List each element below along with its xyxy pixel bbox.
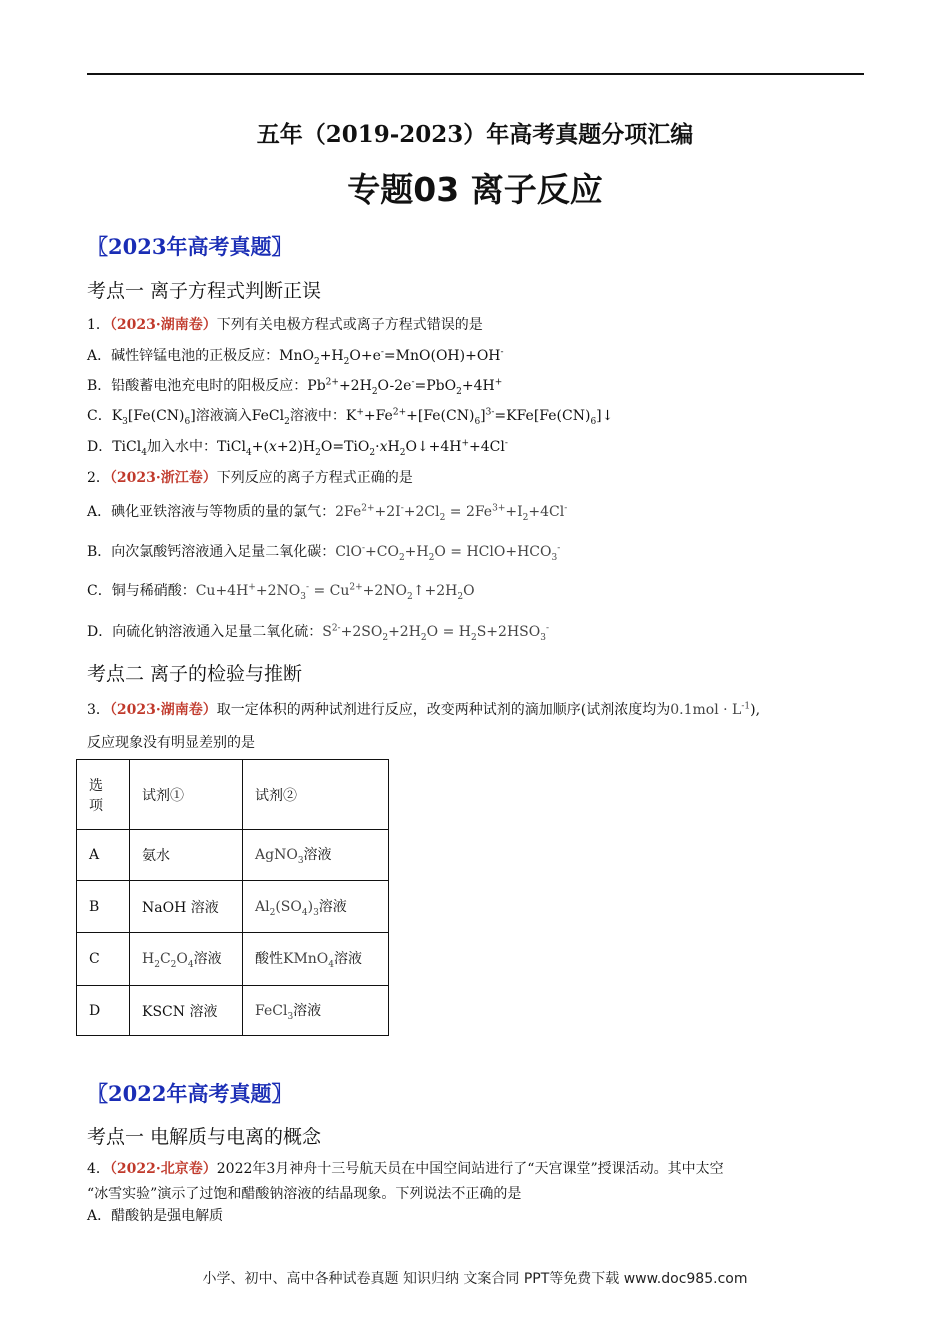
q1-source: （2023·湖南卷） <box>109 317 217 333</box>
section-2023: 〖2023年高考真题〗 <box>87 234 293 259</box>
kaodian-2: 考点二 离子的检验与推断 <box>87 663 303 685</box>
q1-option-c: C．$K_3[Fe(CN)_6]$溶液滴入FeCl$_2$溶液中：$K^++Fe^{2+}+[Fe(CN)_6]^{3-}=KFe[Fe(CN)_6]↓$ <box>87 407 614 427</box>
top-rule <box>87 73 864 75</box>
q2-option-c: C．铜与稀硝酸：$Cu+4H^++2NO_3^-$ = $Cu^{2+}+2NO_2↑+2H_2O$ <box>87 582 475 602</box>
header-option: 选 项 <box>77 760 130 830</box>
q4-stem-line2: “冰雪实验”演示了过饱和醋酸钠溶液的结晶现象。下列说法不正确的是 <box>87 1186 522 1202</box>
table-header-row <box>77 760 389 830</box>
q2-stem: 2．（2023·浙江卷）下列反应的离子方程式正确的是 <box>87 470 413 486</box>
q2-option-b: B．向次氯酸钙溶液通入足量二氧化碳：$ClO^-+CO_2+H_2O$ = $HClO+HCO_3^-$ <box>87 543 561 563</box>
kaodian-3: 考点一 电解质与电离的概念 <box>87 1126 322 1148</box>
q1-option-b: B．铅酸蓄电池充电时的阳极反应：$Pb^{2+}+2H_2O-2e^-=PbO_2+4H^+$ <box>87 377 503 397</box>
header-reagent-2: 试剂② <box>243 760 389 830</box>
q4-source: （2022·北京卷） <box>109 1161 217 1177</box>
reagent-table <box>76 759 389 1036</box>
q3-stem: 3．（2023·湖南卷）取一定体积的两种试剂进行反应，改变两种试剂的滴加顺序(试剂浓度均为$0.1mol \cdot L^{-1}$), <box>87 701 761 718</box>
q1-option-d: D．TiCl$_4$加入水中：$TiCl_4+(x+2)H_2O=TiO_2\cdot xH_2O↓+4H^++4Cl^-$ <box>87 438 508 458</box>
table-row: A 氨水 AgNO$_3$溶液 <box>77 830 389 881</box>
q2-option-a: A．碘化亚铁溶液与等物质的量的氯气：$2Fe^{2+}+2I^-+2Cl_2 = 2Fe^{3+}+I_2+4Cl^-$ <box>87 503 568 523</box>
q2-source: （2023·浙江卷） <box>109 470 217 486</box>
footer-text: 小学、初中、高中各种试卷真题 知识归纳 文案合同 PPT等免费下载 www.doc985.com <box>202 1271 748 1287</box>
table-row: C $H_2C_2O_4$溶液 酸性KMnO$_4$溶液 <box>77 933 389 986</box>
section-2022: 〖2022年高考真题〗 <box>87 1081 293 1106</box>
q1-option-a: A．碱性锌锰电池的正极反应：$MnO_2+H_2O+e^-=MnO(OH)+OH^-$ <box>87 347 504 367</box>
table-row: B NaOH 溶液 $Al_2(SO_4)_3$溶液 <box>77 881 389 933</box>
document-title: 专题03 离子反应 <box>347 170 603 209</box>
header-reagent-1: 试剂① <box>130 760 243 830</box>
q3-stem-line2: 反应现象没有明显差别的是 <box>87 735 255 751</box>
kaodian-1: 考点一 离子方程式判断正误 <box>87 280 322 302</box>
q4-stem: 4．（2022·北京卷）2022年3月神舟十三号航天员在中国空间站进行了“天宫课堂”授课活动。其中太空 <box>87 1161 724 1177</box>
q2-option-d: D．向硫化钠溶液通入足量二氧化硫：$S^{2-}+2SO_2+2H_2O = H_2S+2HSO_3^-$ <box>87 623 550 643</box>
document-subtitle: 五年（2019-2023）年高考真题分项汇编 <box>256 121 694 148</box>
q4-option-a: A．醋酸钠是强电解质 <box>87 1208 224 1224</box>
table-row: D KSCN 溶液 FeCl$_3$溶液 <box>77 986 389 1036</box>
q1-stem: 1．（2023·湖南卷）下列有关电极方程式或离子方程式错误的是 <box>87 317 483 333</box>
q3-source: （2023·湖南卷） <box>109 702 217 718</box>
